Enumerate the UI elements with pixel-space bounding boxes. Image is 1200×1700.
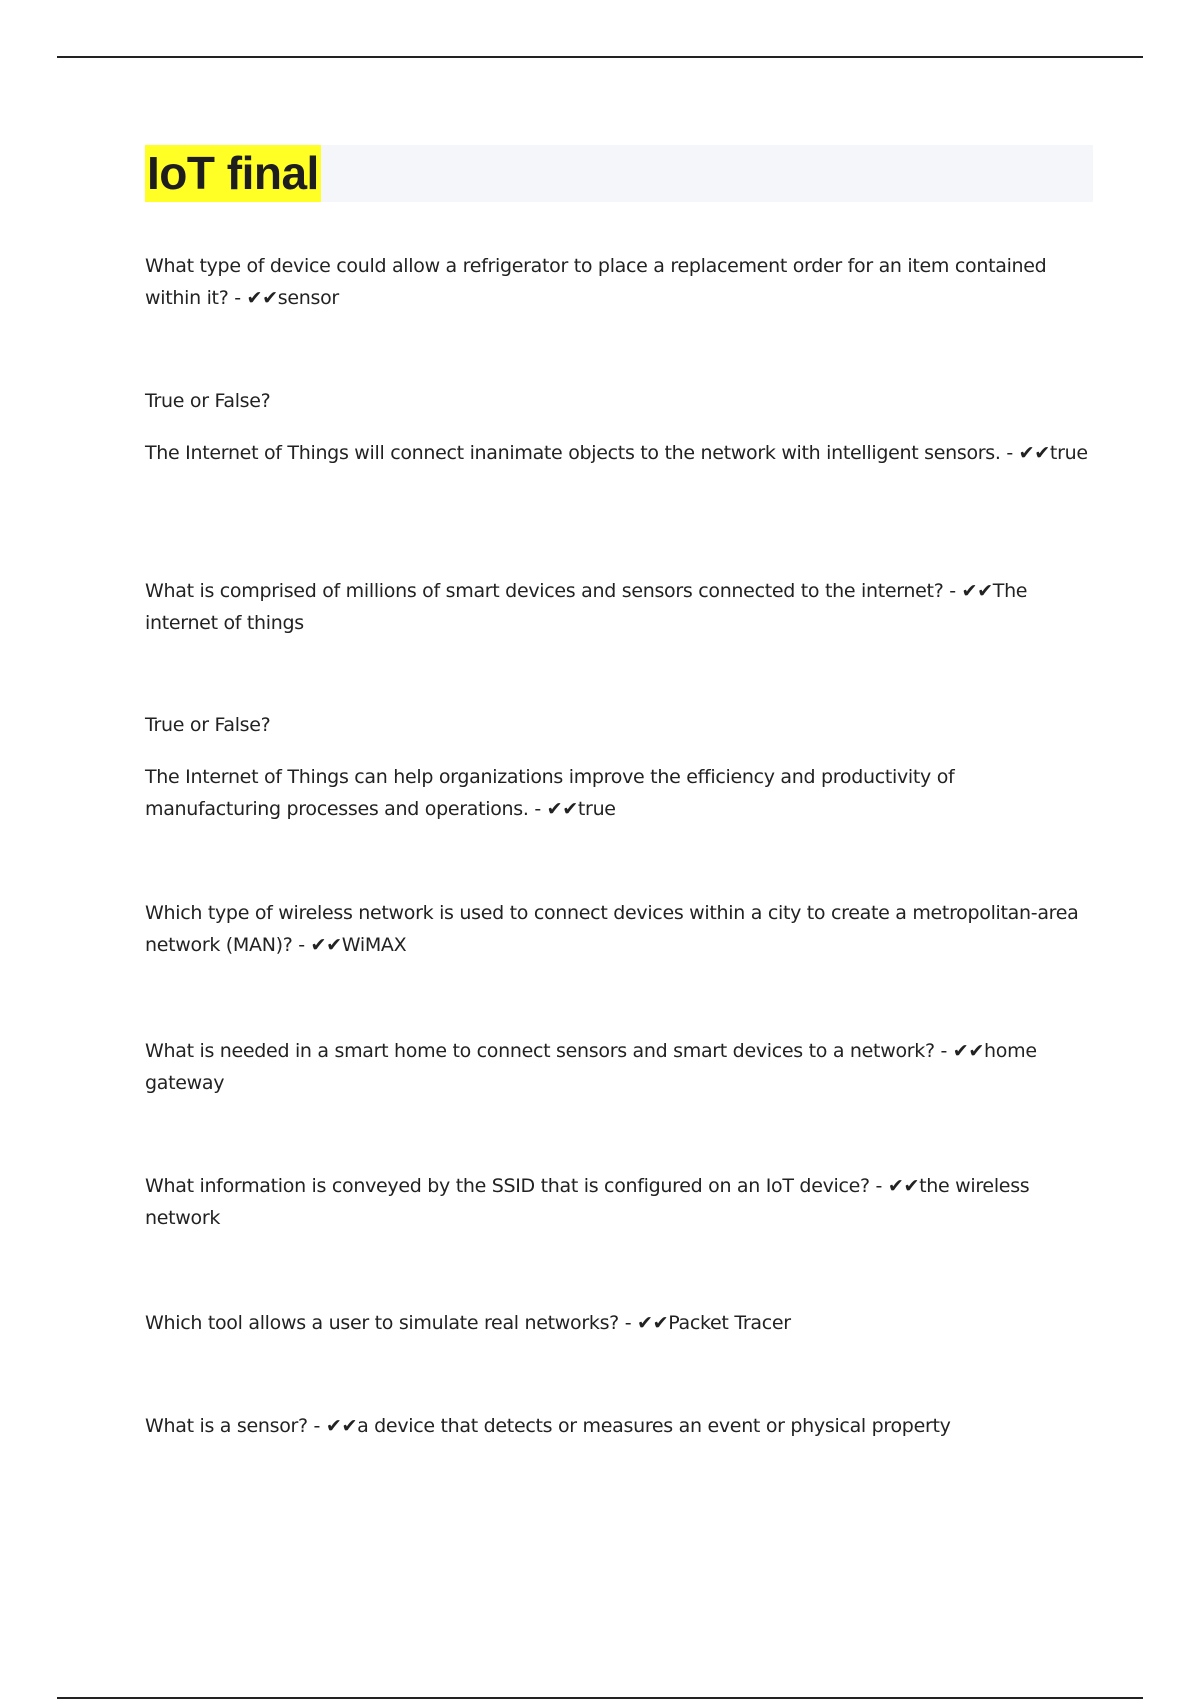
question-6: What is needed in a smart home to connect sensors and smart devices to a network? - ✔✔home gateway xyxy=(145,1040,1037,1094)
question-7: What information is conveyed by the SSID that is configured on an IoT device? - ✔✔the wireless network xyxy=(145,1175,1030,1229)
question-1: What type of device could allow a refrigerator to place a replacement order for an item contained within it? - ✔✔sensor xyxy=(145,255,1047,309)
question-4-prompt: True or False? xyxy=(145,714,271,736)
question-4: The Internet of Things can help organizations improve the efficiency and productivity of manufacturing processes and operations. - ✔✔true xyxy=(145,766,955,820)
bottom-rule xyxy=(57,1697,1143,1699)
question-2-prompt: True or False? xyxy=(145,390,271,412)
question-8: Which tool allows a user to simulate real networks? - ✔✔Packet Tracer xyxy=(145,1312,791,1334)
question-9: What is a sensor? - ✔✔a device that detects or measures an event or physical property xyxy=(145,1415,951,1437)
top-rule xyxy=(57,56,1143,58)
document-title: IoT final xyxy=(145,145,321,202)
question-3: What is comprised of millions of smart devices and sensors connected to the internet? - ✔✔The internet of things xyxy=(145,580,1028,634)
question-2: The Internet of Things will connect inanimate objects to the network with intelligent sensors. - ✔✔true xyxy=(145,442,1088,464)
question-5: Which type of wireless network is used to connect devices within a city to create a metropolitan-area network (MAN)? - ✔✔WiMAX xyxy=(145,902,1079,956)
